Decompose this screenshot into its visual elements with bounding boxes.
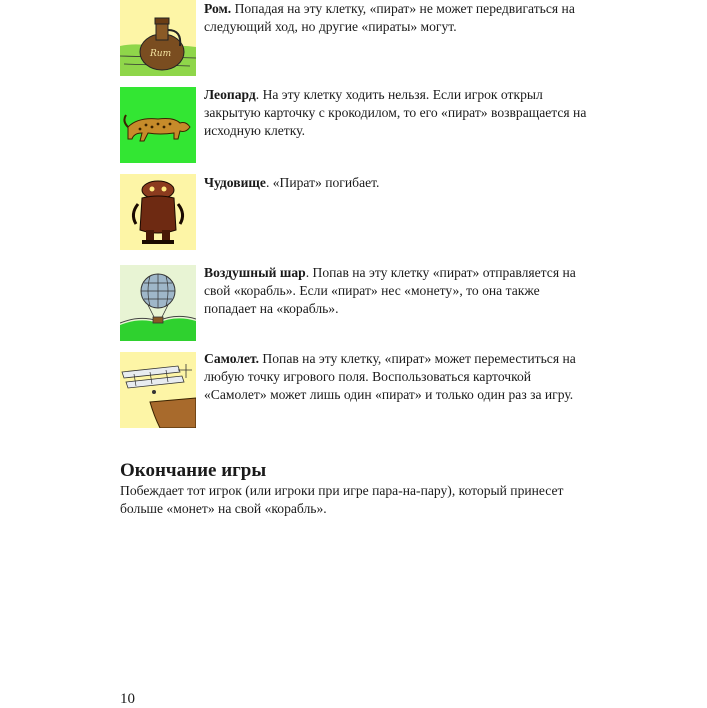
plane-title: Самолет.	[204, 351, 260, 366]
svg-text:Rum: Rum	[150, 49, 172, 59]
monster-icon	[120, 174, 196, 250]
end-of-game-heading: Окончание игры	[120, 460, 267, 481]
monster-description	[204, 174, 594, 192]
monster-card-image	[120, 174, 196, 250]
rum-jug-icon	[120, 0, 196, 76]
leopard-card-image	[120, 87, 196, 163]
balloon-card-image	[120, 265, 196, 341]
plane-description	[204, 350, 594, 404]
page-number: 10	[120, 691, 135, 707]
balloon-text: . Попав на эту клетку «пират» отправляется на свой «корабль». Если «пират» нес «монету», то она также попадает на «корабль».	[204, 265, 576, 316]
leopard-text: . На эту клетку ходить нельзя. Если игрок открыл закрытую карточку с крокодилом, то его «пират» возвращается на исходную клетку.	[204, 87, 587, 138]
leopard-description	[204, 86, 594, 140]
balloon-description	[204, 264, 594, 318]
end-of-game-text: Побеждает тот игрок (или игроки при игре пара-на-пару), который принесет больше «монет» на свой «корабль».	[120, 483, 564, 516]
rum-card-image	[120, 0, 196, 76]
leopard-icon	[120, 87, 196, 163]
monster-text: . «Пират» погибает.	[265, 175, 380, 190]
leopard-title: Леопард	[204, 87, 256, 102]
plane-card-image	[120, 352, 196, 428]
hot-air-balloon-icon	[120, 265, 196, 341]
rum-title: Ром.	[204, 1, 232, 16]
plane-text: Попав на эту клетку, «пират» может переместиться на любую точку игрового поля. Воспользоваться карточкой «Самолет» может лишь один «пират» и только один раз за игру.	[204, 351, 576, 402]
monster-title: Чудовище	[204, 175, 266, 190]
balloon-title: Воздушный шар	[204, 265, 306, 280]
rum-text: Попадая на эту клетку, «пират» не может передвигаться на следующий ход, но другие «пираты» могут.	[204, 1, 575, 34]
rum-description	[204, 0, 594, 36]
glider-plane-icon	[120, 352, 196, 428]
